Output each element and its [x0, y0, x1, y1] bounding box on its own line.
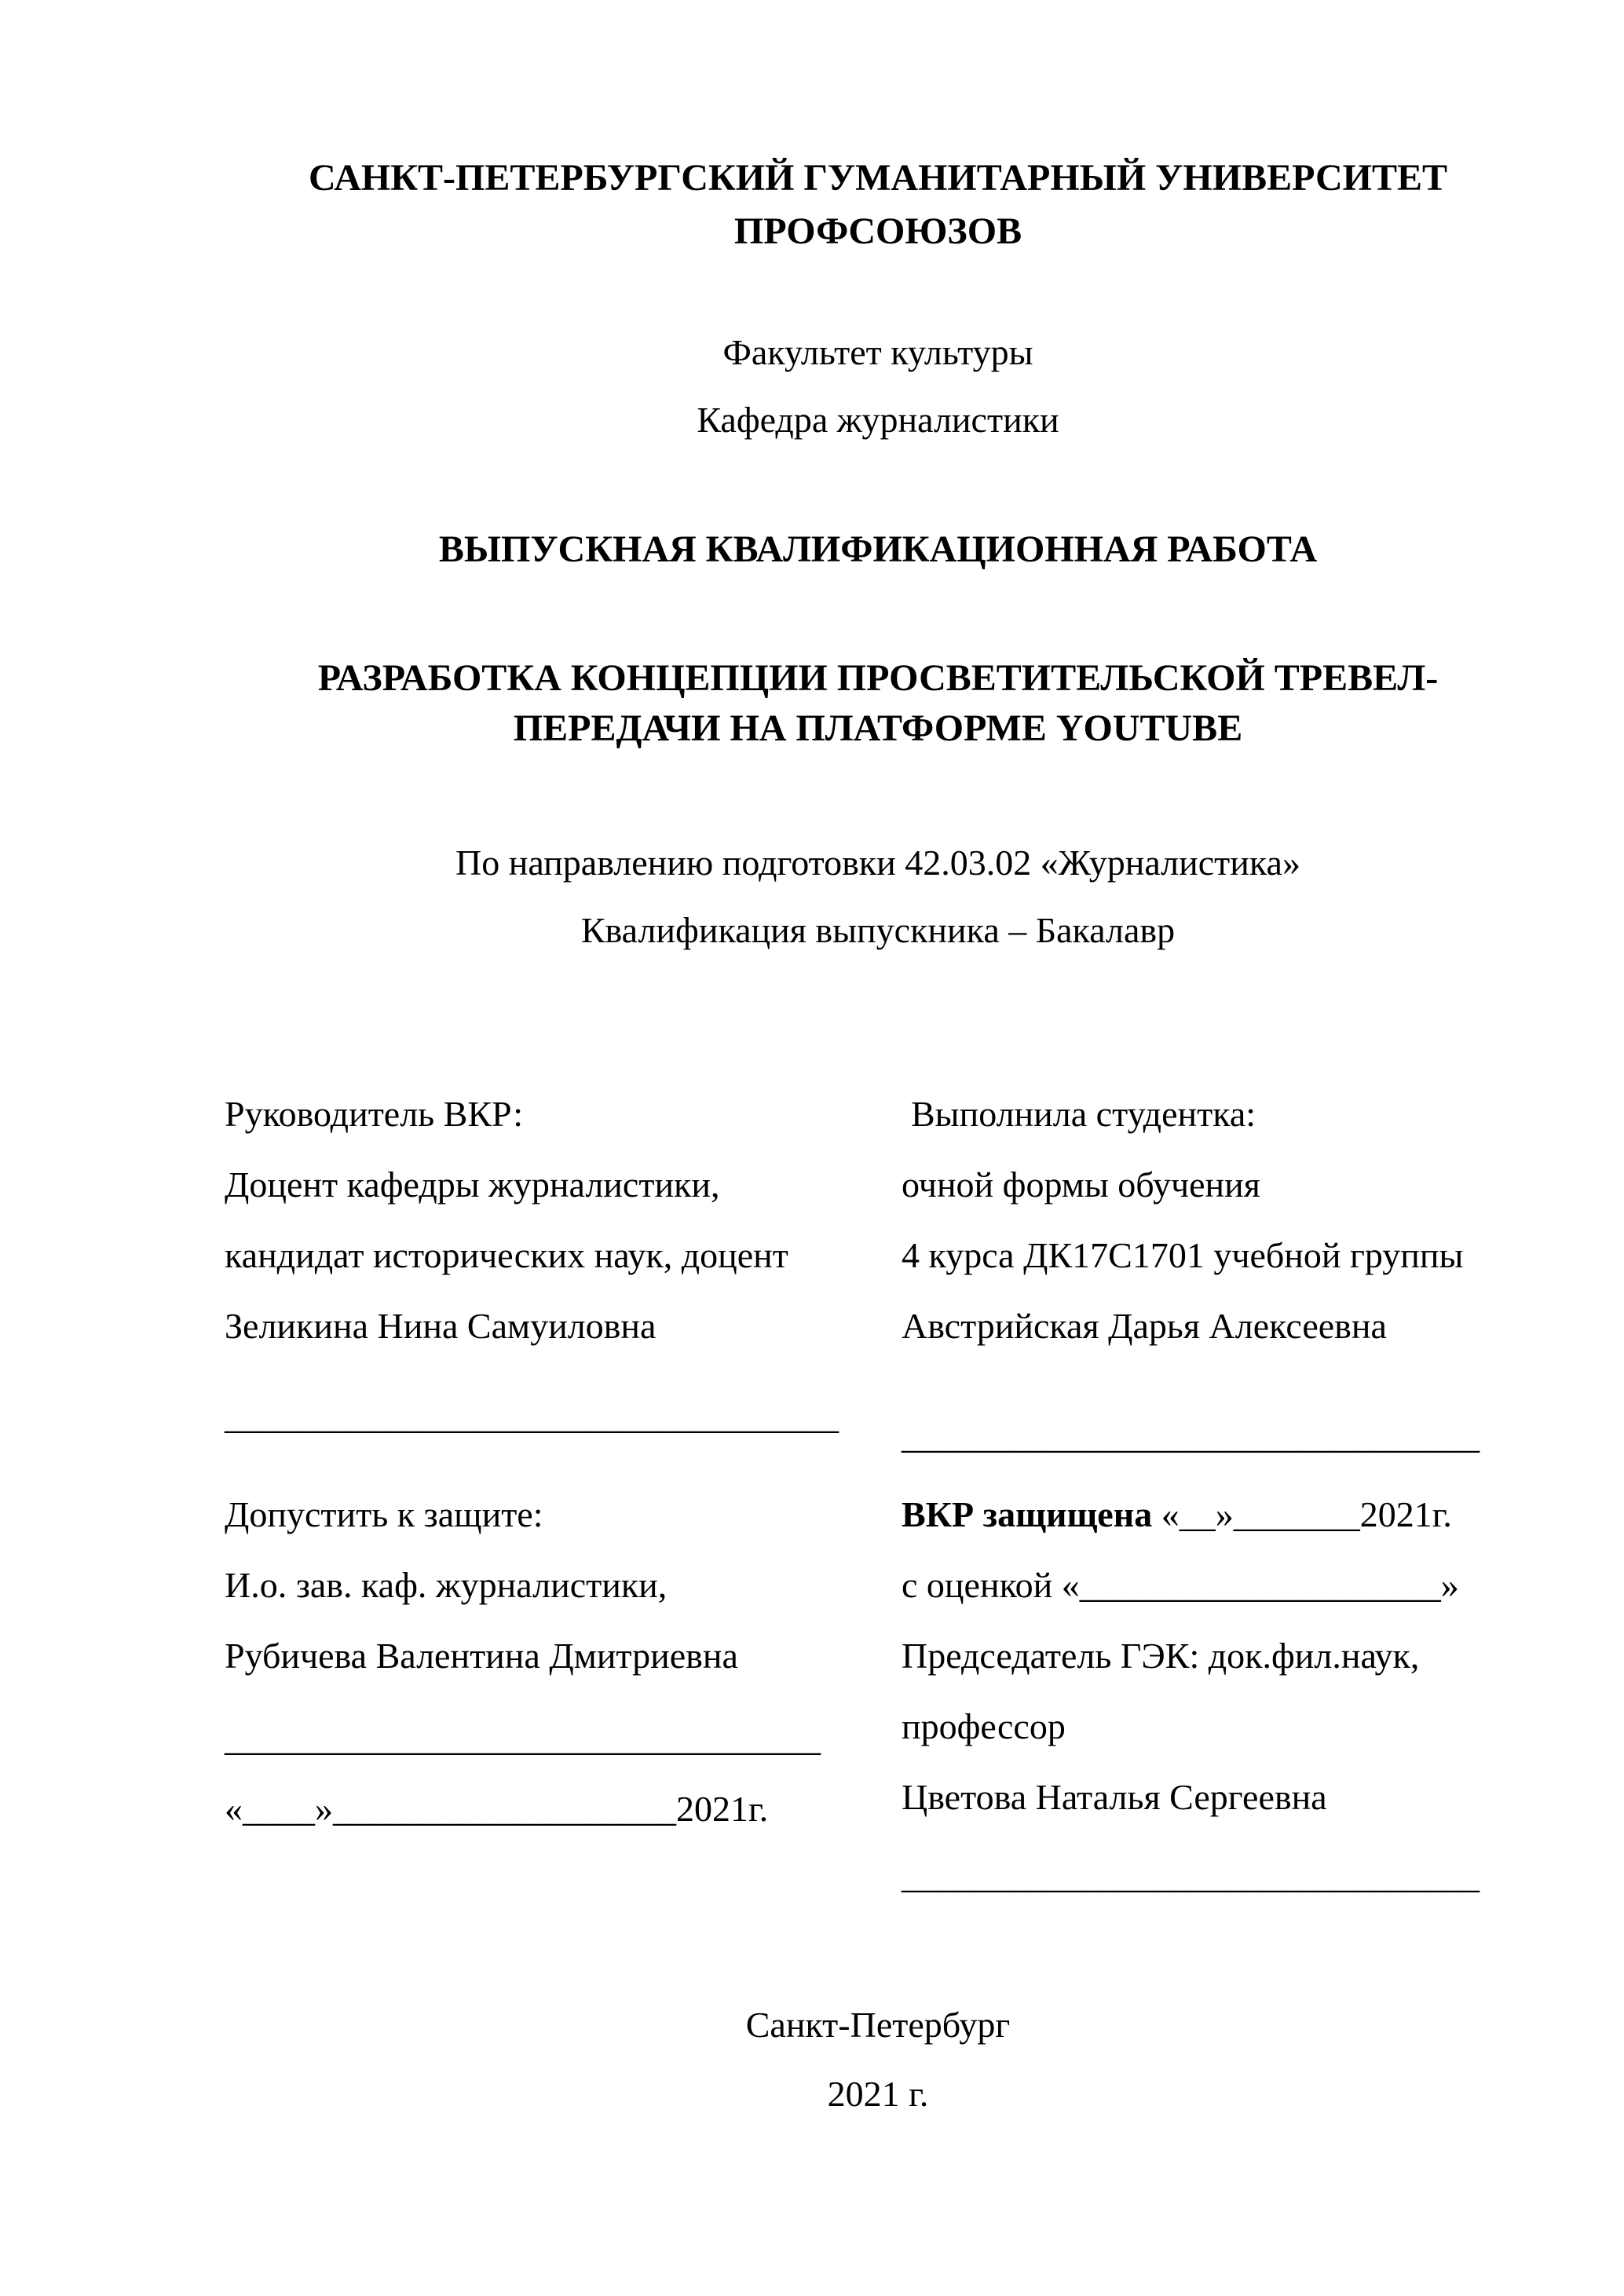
- year-line: 2021 г.: [827, 2074, 929, 2114]
- admission-block: [225, 1479, 902, 1844]
- defense-status-date: «__»_______2021г.: [1152, 1494, 1452, 1534]
- thesis-title: [225, 653, 1531, 754]
- university-name-line2: ПРОФСОЮЗОВ: [733, 210, 1022, 252]
- defense-status-line: [902, 1479, 1531, 1550]
- student-name: Австрийская Дарья Алексеевна: [902, 1306, 1387, 1346]
- city-line: Санкт-Петербург: [745, 2005, 1011, 2045]
- defense-status-label: ВКР защищена: [902, 1494, 1153, 1534]
- defense-chair-title: Председатель ГЭК: док.фил.наук,: [902, 1636, 1420, 1676]
- supervisor-name: Зеликина Нина Самуиловна: [225, 1306, 657, 1346]
- student-heading: Выполнила студентка:: [911, 1094, 1256, 1134]
- work-type-heading: ВЫПУСКНАЯ КВАЛИФИКАЦИОННАЯ РАБОТА: [438, 528, 1318, 570]
- supervisor-block: [225, 1079, 902, 1452]
- defense-block: [902, 1479, 1531, 1911]
- thesis-title-line1: РАЗРАБОТКА КОНЦЕПЦИИ ПРОСВЕТИТЕЛЬСКОЙ ТРЕВЕЛ-: [317, 657, 1439, 699]
- thesis-title-line2: ПЕРЕДАЧИ НА ПЛАТФОРМЕ YOUTUBE: [513, 707, 1243, 749]
- admission-name: Рубичева Валентина Дмитриевна: [225, 1636, 738, 1676]
- supervisor-position: Доцент кафедры журналистики,: [225, 1164, 720, 1205]
- admission-heading: Допустить к защите:: [225, 1494, 543, 1534]
- supervisor-heading: Руководитель ВКР:: [225, 1094, 524, 1134]
- admission-signature-line: _________________________________: [225, 1718, 821, 1758]
- student-block: [902, 1079, 1531, 1472]
- signatures-bottom-section: [225, 1479, 1531, 1911]
- defense-signature-line: ________________________________: [902, 1855, 1480, 1896]
- signatures-top-section: [225, 1079, 1531, 1472]
- supervisor-degree: кандидат исторических наук, доцент: [225, 1235, 788, 1275]
- university-name: [225, 152, 1531, 258]
- supervisor-signature-line: __________________________________: [225, 1396, 839, 1436]
- department-name: Кафедра журналистики: [697, 400, 1059, 440]
- qualification-line: Квалификация выпускника – Бакалавр: [580, 910, 1176, 950]
- program-line: По направлению подготовки 42.03.02 «Журналистика»: [455, 843, 1300, 883]
- admission-position: И.о. зав. каф. журналистики,: [225, 1565, 668, 1605]
- defense-grade-line: с оценкой «____________________»: [902, 1565, 1459, 1605]
- defense-chair-name: Цветова Наталья Сергеевна: [902, 1777, 1327, 1817]
- student-group: 4 курса ДК17С1701 учебной группы: [902, 1235, 1464, 1275]
- university-name-line1: САНКТ-ПЕТЕРБУРГСКИЙ ГУМАНИТАРНЫЙ УНИВЕРСИТЕТ: [308, 157, 1448, 199]
- defense-chair-rank: профессор: [902, 1706, 1066, 1746]
- faculty-name: Факультет культуры: [722, 332, 1033, 372]
- student-study-form: очной формы обучения: [902, 1164, 1260, 1205]
- admission-date-line: «____»___________________2021г.: [225, 1789, 769, 1829]
- student-signature-line: ________________________________: [902, 1416, 1480, 1456]
